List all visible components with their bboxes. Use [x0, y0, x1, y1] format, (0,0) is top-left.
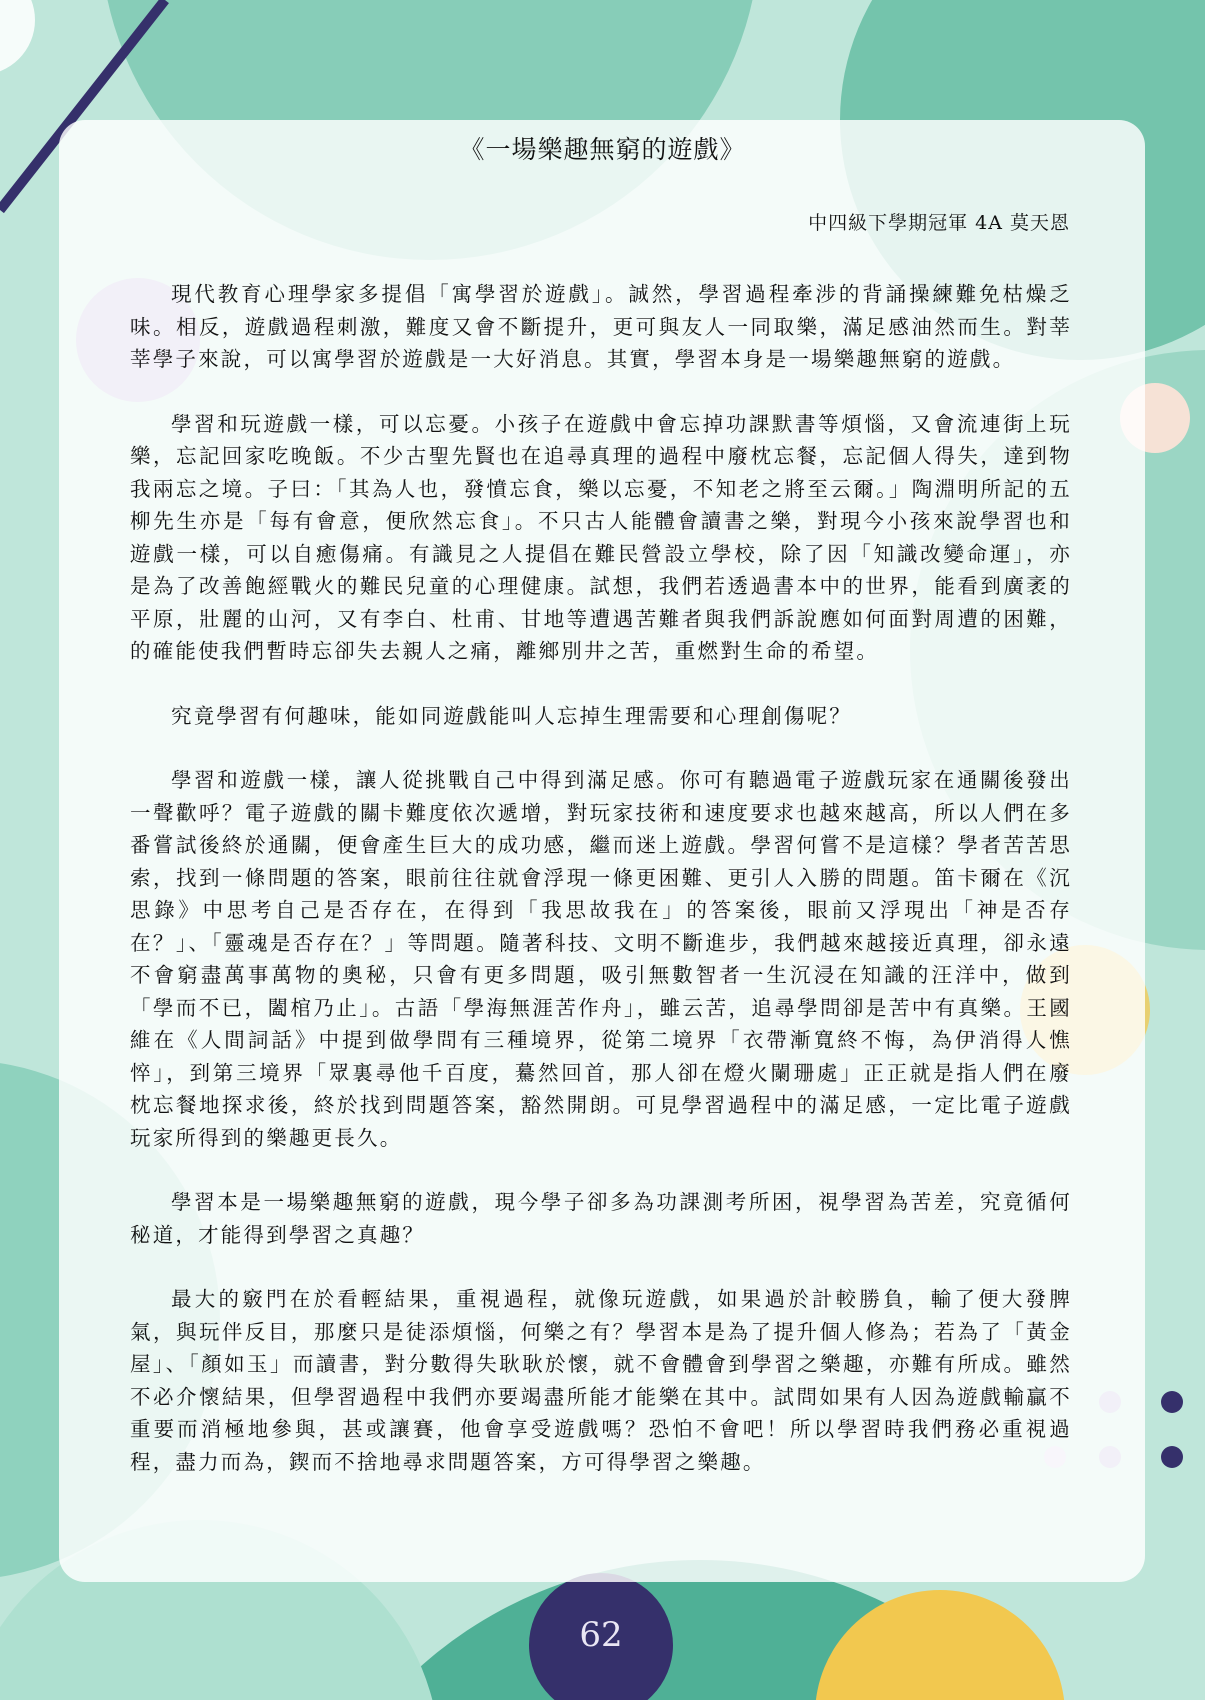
paragraph: 學習和遊戲一樣，讓人從挑戰自己中得到滿足感。你可有聽過電子遊戲玩家在通關後發出一聲歡呼？電子遊戲的關卡難度依次遞增，對玩家技術和速度要求也越來越高，所以人們在多番嘗試後終於通關，便會產生巨大的成功感，繼而迷上遊戲。學習何嘗不是這樣？學者苦苦思索，找到一條問題的答案，眼前往往就會浮現一條更困難、更引人入勝的問題。笛卡爾在《沉思錄》中思考自己是否存在，在得到「我思故我在」的答案後，眼前又浮現出「神是否存在？」、「靈魂是否存在？」等問題。隨著科技、文明不斷進步，我們越來越接近真理，卻永遠不會窮盡萬事萬物的奧秘，只會有更多問題，吸引無數智者一生沉浸在知識的汪洋中，做到「學而不已，闔棺乃止」。古語「學海無涯苦作舟」，雖云苦，追尋學問卻是苦中有真樂。王國維在《人間詞話》中提到做學問有三種境界，從第二境界「衣帶漸寬終不悔，為伊消得人憔悴」，到第三境界「眾裏尋他千百度，驀然回首，那人卻在燈火闌珊處」正正就是指人們在廢枕忘餐地探求後，終於找到問題答案，豁然開朗。可見學習過程中的滿足感，一定比電子遊戲玩家所得到的樂趣更長久。	[130, 768, 1072, 1150]
page-number: 62	[579, 1615, 623, 1655]
paragraph: 最大的竅門在於看輕結果，重視過程，就像玩遊戲，如果過於計較勝負，輸了便大發脾氣，與玩伴反目，那麼只是徒添煩惱，何樂之有？學習本是為了提升個人修為；若為了「黃金屋」、「顏如玉」而讀書，對分數得失耿耿於懷，就不會體會到學習之樂趣，亦難有所成。雖然不必介懷結果，但學習過程中我們亦要竭盡所能才能樂在其中。試問如果有人因為遊戲輸贏不重要而消極地參與，甚或讓賽，他會享受遊戲嗎？恐怕不會吧！所以學習時我們務必重視過程，盡力而為，鍥而不捨地尋求問題答案，方可得學習之樂趣。	[130, 1287, 1072, 1474]
paragraph: 現代教育心理學家多提倡「寓學習於遊戲」。誠然，學習過程牽涉的背誦操練難免枯燥乏味。相反，遊戲過程刺激，難度又會不斷提升，更可與友人一同取樂，滿足感油然而生。對莘莘學子來說，可以寓學習於遊戲是一大好消息。其實，學習本身是一場樂趣無窮的遊戲。	[130, 282, 1072, 371]
paragraph: 究竟學習有何趣味，能如同遊戲能叫人忘掉生理需要和心理創傷呢？	[171, 703, 852, 728]
paragraph: 學習本是一場樂趣無窮的遊戲，現今學子卻多為功課測考所困，視學習為苦差，究竟循何秘道，才能得到學習之真趣？	[130, 1190, 1072, 1247]
author-line: 中四級下學期冠軍 4A 莫天恩	[808, 212, 1070, 234]
article-body	[130, 278, 1072, 1510]
article-title: 《一場樂趣無窮的遊戲》	[459, 135, 746, 164]
paragraph: 學習和玩遊戲一樣，可以忘憂。小孩子在遊戲中會忘掉功課默書等煩惱，又會流連街上玩樂，忘記回家吃晚飯。不少古聖先賢也在追尋真理的過程中廢枕忘餐，忘記個人得失，達到物我兩忘之境。子曰：「其為人也，發憤忘食，樂以忘憂，不知老之將至云爾。」陶淵明所記的五柳先生亦是「每有會意，便欣然忘食」。不只古人能體會讀書之樂，對現今小孩來說學習也和遊戲一樣，可以自癒傷痛。有識見之人提倡在難民營設立學校，除了因「知識改變命運」，亦是為了改善飽經戰火的難民兒童的心理健康。試想，我們若透過書本中的世界，能看到廣袤的平原，壯麗的山河，又有李白、杜甫、甘地等遭遇苦難者與我們訴說應如何面對周遭的困難，的確能使我們暫時忘卻失去親人之痛，離鄉別井之苦，重燃對生命的希望。	[130, 411, 1072, 663]
